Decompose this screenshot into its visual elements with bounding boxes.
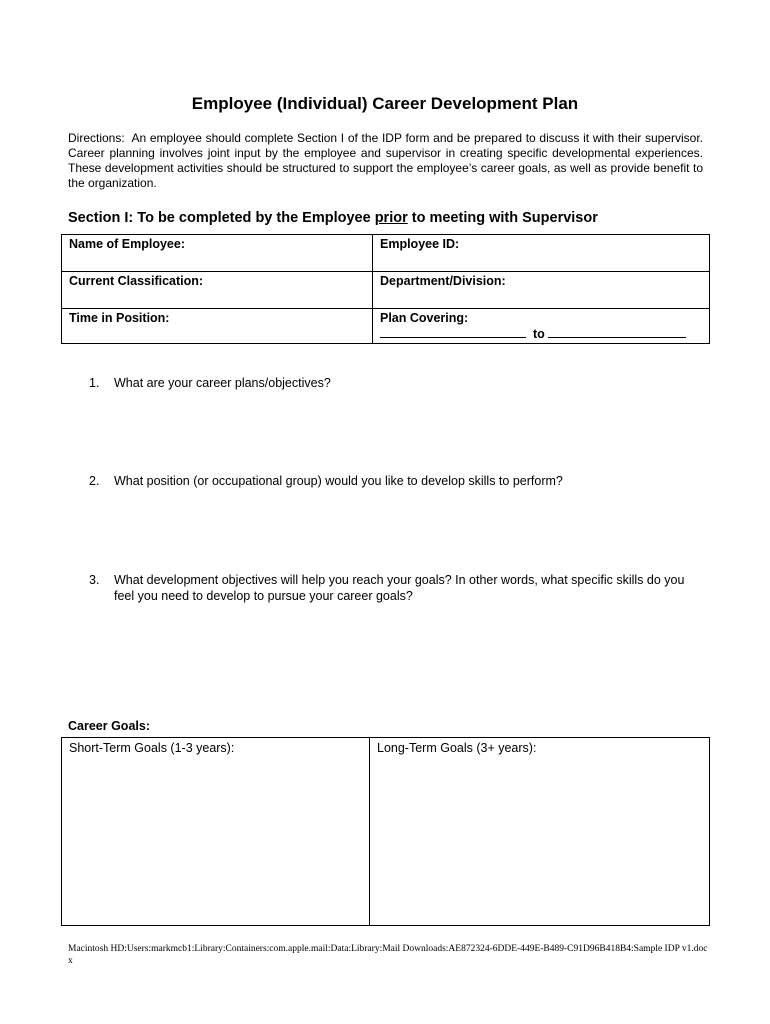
section-1-heading-underlined: prior [374,210,408,226]
time-in-position-label: Time in Position: [69,311,170,325]
plan-end-date-line[interactable] [548,326,686,338]
department-division-field[interactable] [373,272,710,309]
employee-id-field[interactable] [373,235,710,272]
question-number: 2. [89,474,100,488]
plan-covering-label: Plan Covering: [380,311,469,325]
current-classification-field[interactable] [62,272,373,309]
question-text: What development objectives will help you reach your goals? In other words, what specific skills do you feel you need to develop to pursue your career goals? [114,573,685,603]
file-path-footer: Macintosh HD:Users:markmcb1:Library:Containers:com.apple.mail:Data:Library:Mail Downloads:AE872324-6DDE-449E-B489-C91D96B418B4:Sample IDP v1.docx [68,944,708,966]
question-text: What are your career plans/objectives? [114,376,331,390]
current-classification-label: Current Classification: [69,274,204,288]
question-number: 3. [89,573,100,587]
short-term-goals-label: Short-Term Goals (1-3 years): [69,741,235,755]
name-of-employee-label: Name of Employee: [69,237,186,251]
directions-label: Directions: [68,131,125,145]
career-goals-table [61,737,710,926]
short-term-goals-field[interactable] [62,738,370,926]
question-number: 1. [89,376,100,390]
section-1-heading-start: Section I: To be completed by the Employee [68,210,375,226]
plan-to-label: to [532,327,545,341]
department-division-label: Department/Division: [380,274,506,288]
question-text: What position (or occupational group) would you like to develop skills to perform? [114,474,563,488]
career-goals-label: Career Goals: [68,719,150,733]
directions-text: An employee should complete Section I of the IDP form and be prepared to discuss it with their supervisor. Career planning involves joint input by the employee and supervisor in creating specific developmental experiences. These development activities should be structured to support the employee’s career goals, as well as provide benefit to the organization. [68,131,703,190]
plan-covering-field[interactable] [373,309,710,344]
page-title: Employee (Individual) Career Development Plan [191,94,579,113]
employee-id-label: Employee ID: [380,237,460,251]
plan-start-date-line[interactable] [380,326,526,338]
long-term-goals-label: Long-Term Goals (3+ years): [377,741,537,755]
name-of-employee-field[interactable] [62,235,373,272]
section-1-heading-end: to meeting with Supervisor [407,210,598,226]
time-in-position-field[interactable] [62,309,373,344]
long-term-goals-field[interactable] [370,738,710,926]
employee-info-table [61,234,710,344]
directions-paragraph [68,131,703,191]
section-1-heading [68,209,598,227]
